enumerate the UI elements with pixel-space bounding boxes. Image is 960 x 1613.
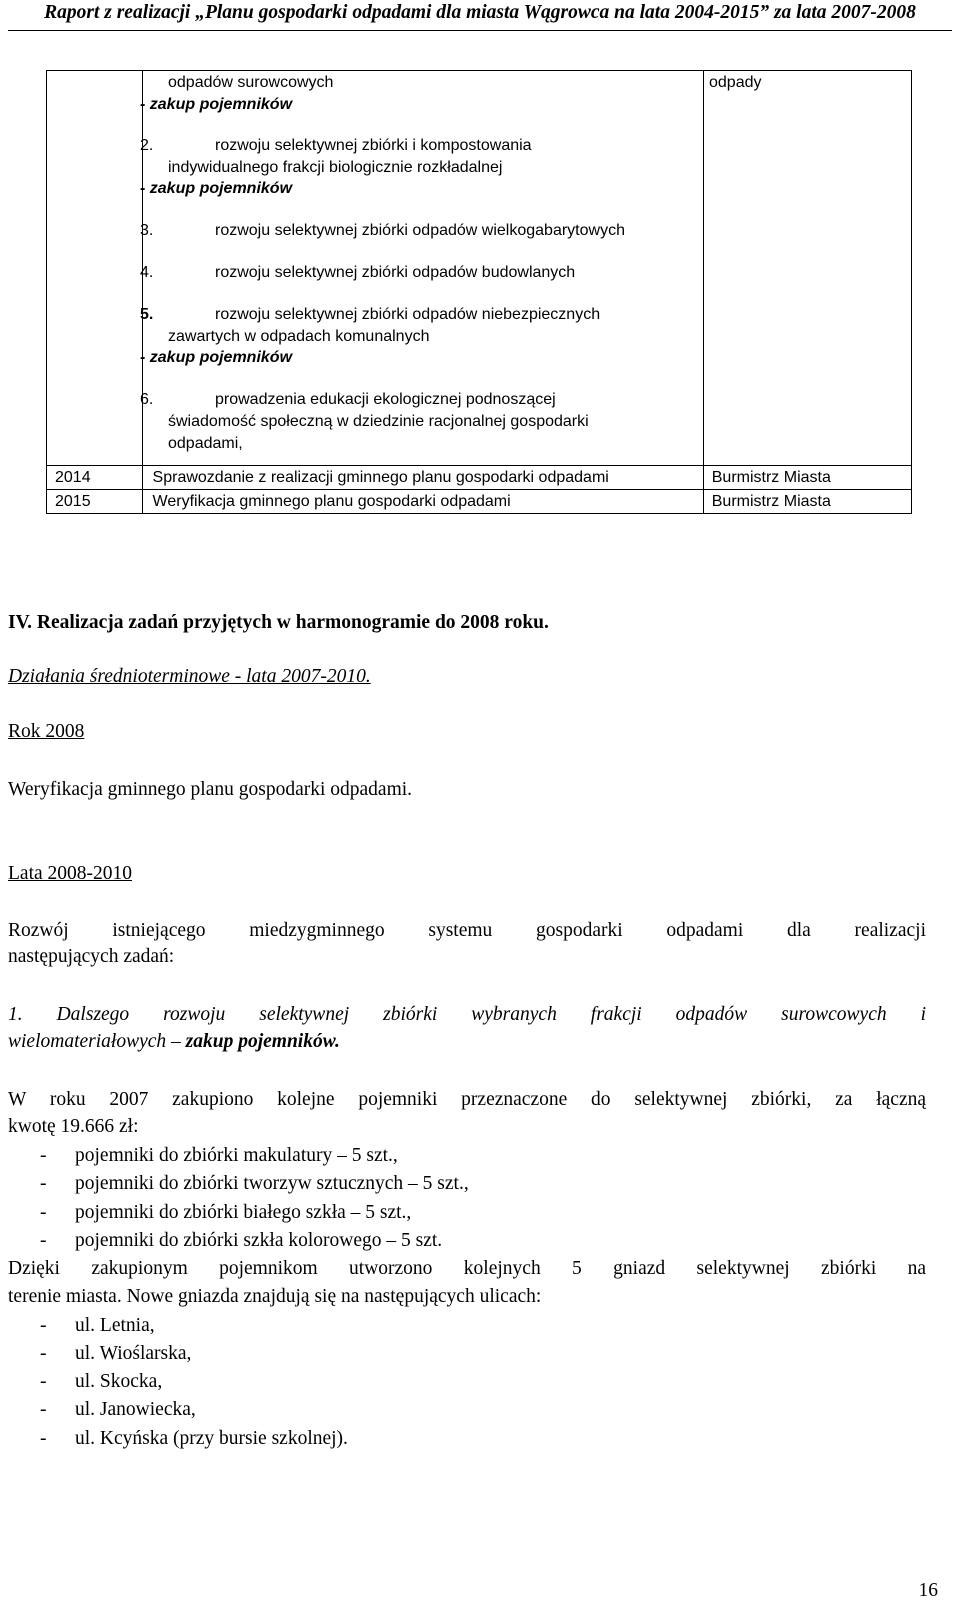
item-line: zawartych w odpadach komunalnych [168, 328, 430, 345]
owner-cont: odpady [709, 74, 762, 91]
period-label: Lata 2008-2010 [8, 863, 133, 884]
item-tail: - zakup pojemników [140, 349, 293, 366]
year-cell [47, 71, 143, 466]
list-item: ul. Janowiecka, [75, 1399, 196, 1420]
item-line: rozwoju selektywnej zbiórki odpadów wielkogabarytowych [215, 222, 625, 239]
para1-line: kwotę 19.666 zł: [8, 1116, 139, 1137]
item-line: indywidualnego frakcji biologicznie rozkładalnej [168, 159, 503, 176]
owner-cell [703, 71, 911, 466]
running-header: Raport z realizacji „Planu gospodarki odpadami dla miasta Wągrowca na lata 2004-2015” za lata 2007-2008 [44, 2, 916, 23]
year-cell: 2015 [47, 490, 143, 514]
page-number: 16 [918, 1580, 938, 1601]
intro-line: Rozwój istniejącego miedzygminnego systemu gospodarki odpadami dla realizacji [8, 920, 926, 941]
item-number: 6. [140, 391, 154, 408]
para1-line: W roku 2007 zakupiono kolejne pojemniki przeznaczone do selektywnej zbiórki, za łączną [8, 1089, 926, 1110]
task-cell [142, 490, 703, 514]
list-item: pojemniki do zbiórki szkła kolorowego – 5 szt. [75, 1230, 443, 1251]
year-label: Rok 2008 [8, 721, 85, 742]
table-row [47, 466, 912, 490]
list-dash: - [40, 1202, 47, 1223]
item-tail: - zakup pojemników [140, 180, 293, 197]
item-number: 5. [140, 306, 154, 323]
list-item: pojemniki do zbiórki białego szkła – 5 szt., [75, 1202, 412, 1223]
section-heading: IV. Realizacja zadań przyjętych w harmonogramie do 2008 roku. [8, 612, 549, 633]
item-number: 3. [140, 222, 154, 239]
intro-line: następujących zadań: [8, 946, 175, 967]
list-dash: - [40, 1315, 47, 1336]
list-dash: - [40, 1173, 47, 1194]
task1-line2 [8, 1031, 340, 1053]
para2-line: Dzięki zakupionym pojemnikom utworzono kolejnych 5 gniazd selektywnej zbiórki na [8, 1258, 926, 1279]
item-line: rozwoju selektywnej zbiórki i kompostowania [215, 137, 532, 154]
year-text: Weryfikacja gminnego planu gospodarki odpadami. [8, 779, 413, 800]
task-cell [142, 466, 703, 490]
item-line: świadomość społeczną w dziedzinie racjonalnej gospodarki [168, 413, 589, 430]
owner-cell: Burmistrz Miasta [703, 466, 911, 490]
section-subheading: Działania średnioterminowe - lata 2007-2010. [8, 666, 371, 687]
year-cell: 2014 [47, 466, 143, 490]
task1-text: wielomateriałowych – [8, 1031, 186, 1052]
list-item: pojemniki do zbiórki makulatury – 5 szt., [75, 1145, 398, 1166]
list-item: pojemniki do zbiórki tworzyw sztucznych – 5 szt., [75, 1173, 469, 1194]
item-line: prowadzenia edukacji ekologicznej podnoszącej [215, 391, 556, 408]
list-item: ul. Kcyńska (przy bursie szkolnej). [75, 1428, 348, 1449]
table-row [47, 490, 912, 514]
task1-emphasis: zakup pojemników. [185, 1031, 340, 1052]
owner-cell: Burmistrz Miasta [703, 490, 911, 514]
task-text: Sprawozdanie z realizacji gminnego planu gospodarki odpadami [152, 469, 609, 486]
list-item: ul. Letnia, [75, 1315, 155, 1336]
list-dash: - [40, 1145, 47, 1166]
list-dash: - [40, 1230, 47, 1251]
task-cont-line: odpadów surowcowych [168, 74, 334, 91]
list-dash: - [40, 1428, 47, 1449]
item-line: rozwoju selektywnej zbiórki odpadów niebezpiecznych [215, 306, 601, 323]
list-dash: - [40, 1343, 47, 1364]
item-number: 2. [140, 137, 154, 154]
task1-line: 1. Dalszego rozwoju selektywnej zbiórki wybranych frakcji odpadów surowcowych i [8, 1004, 926, 1025]
list-item: ul. Skocka, [75, 1371, 163, 1392]
item-line: rozwoju selektywnej zbiórki odpadów budowlanych [215, 264, 576, 281]
list-item: ul. Wioślarska, [75, 1343, 192, 1364]
list-dash: - [40, 1371, 47, 1392]
item-number: 4. [140, 264, 154, 281]
task-cont-tail: - zakup pojemników [140, 96, 293, 113]
list-dash: - [40, 1399, 47, 1420]
para2-line: terenie miasta. Nowe gniazda znajdują się na następujących ulicach: [8, 1286, 542, 1307]
header-rule [8, 30, 952, 31]
item-line: odpadami, [168, 435, 243, 452]
task-text: Weryfikacja gminnego planu gospodarki odpadami [152, 493, 511, 510]
